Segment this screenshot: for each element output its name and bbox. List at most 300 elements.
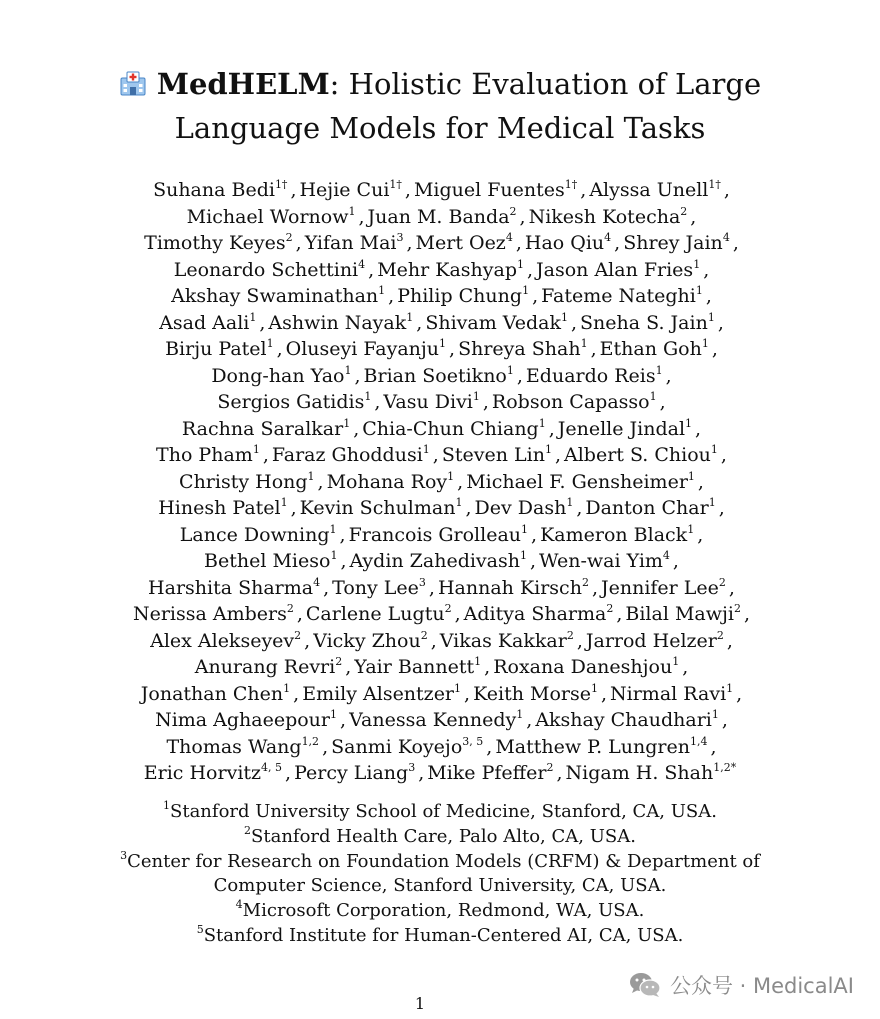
separator: ,: [695, 417, 702, 440]
author-name: Sneha S. Jain: [580, 311, 708, 334]
separator: ,: [406, 232, 413, 254]
author-name: Bilal Mawji: [625, 603, 734, 625]
separator: ,: [353, 417, 360, 440]
author-affiliation-marker: 1: [330, 708, 338, 721]
author-name: Lance Downing: [179, 523, 330, 546]
separator: ,: [529, 550, 537, 572]
author-affiliation-marker: 4: [604, 231, 612, 244]
author-affiliation-marker: 2: [420, 628, 428, 642]
paper-title: [0, 62, 880, 150]
watermark: [628, 970, 854, 1000]
author-affiliation-marker: 1: [283, 681, 291, 695]
author-affiliation-marker: 3: [408, 761, 416, 774]
affiliation-text: Computer Science, Stanford University, CA, USA.: [213, 875, 667, 897]
separator: ,: [703, 258, 710, 281]
author-name: Vasu Divi: [383, 391, 473, 413]
author: [332, 577, 426, 599]
author-name: Fateme Nateghi: [541, 285, 696, 307]
author-affiliation-marker: 1: [406, 310, 414, 324]
author-name: Nerissa Ambers: [132, 603, 287, 625]
affiliation: [0, 924, 880, 949]
affiliation: [0, 899, 880, 924]
author: [540, 524, 694, 546]
author: [166, 736, 319, 758]
author-name: Emily Alsentzer: [302, 682, 455, 705]
author-name: Hannah Kirsch: [437, 576, 582, 599]
page-number: 1: [414, 994, 426, 1013]
author-name: Leonardo Schettini: [173, 258, 359, 281]
author: [397, 285, 529, 307]
separator: ,: [718, 497, 725, 519]
author-affiliation-marker: 1: [560, 310, 568, 324]
author: [306, 603, 452, 625]
author-affiliation-marker: 1: [687, 522, 695, 536]
author: [464, 603, 614, 625]
author: [182, 418, 350, 440]
author-name: Rachna Saralkar: [181, 417, 344, 440]
author: [566, 762, 737, 784]
author-line: [0, 760, 880, 787]
author: [425, 312, 568, 334]
author-name: Harshita Sharma: [148, 576, 314, 599]
author: [174, 259, 365, 281]
separator: ,: [726, 629, 733, 652]
author-name: Kevin Schulman: [299, 497, 456, 519]
author-affiliation-marker: 1†: [274, 178, 288, 191]
author: [440, 630, 574, 652]
author-affiliation-marker: 1†: [564, 178, 578, 191]
author-line: [0, 310, 880, 337]
author: [473, 683, 598, 705]
separator: ,: [548, 417, 555, 440]
author-affiliation-marker: 1: [344, 363, 352, 377]
separator: ,: [339, 523, 346, 546]
author-name: Brian Soetikno: [363, 364, 507, 387]
author: [495, 736, 707, 758]
separator: ,: [728, 576, 735, 599]
separator: ,: [526, 258, 534, 281]
author-name: Sergios Gatidis: [217, 391, 365, 413]
separator: ,: [276, 338, 283, 360]
author-affiliation-marker: 1: [280, 496, 288, 509]
title-line-1: [0, 62, 880, 106]
author: [159, 312, 256, 334]
author-name: Yair Bannett: [354, 656, 475, 678]
author-affiliation-marker: 1: [726, 681, 734, 695]
author-name: Oluseyi Fayanju: [285, 338, 440, 360]
author-affiliation-marker: 1: [522, 284, 530, 297]
author-name: Kameron Black: [540, 523, 688, 546]
author-name: Dong-han Yao: [211, 364, 345, 387]
author: [144, 232, 293, 254]
author-affiliation-marker: 1: [364, 390, 372, 403]
separator: ,: [682, 656, 689, 678]
separator: ,: [374, 391, 381, 413]
separator: ,: [570, 311, 578, 334]
author: [625, 603, 741, 625]
separator: ,: [732, 232, 739, 254]
separator: ,: [484, 656, 491, 678]
author-affiliation-marker: 2: [294, 628, 302, 642]
author-name: Miguel Fuentes: [413, 179, 565, 201]
author: [349, 524, 528, 546]
author: [133, 603, 294, 625]
author-name: Albert S. Chiou: [563, 444, 711, 466]
author-affiliation-marker: 1,2*: [713, 761, 737, 774]
author-affiliation-marker: 1: [701, 337, 709, 350]
author-affiliation-marker: 1: [519, 549, 527, 562]
separator: ,: [404, 179, 411, 201]
author-list: [0, 177, 880, 787]
author-affiliation-marker: 3, 5: [462, 734, 484, 748]
author: [427, 762, 553, 784]
author-name: Anurang Revri: [194, 656, 336, 678]
author: [331, 736, 483, 758]
author-affiliation-marker: 2: [606, 602, 614, 615]
author-affiliation-marker: 1,4: [689, 734, 708, 748]
title-brand: MedHELM: [156, 67, 330, 101]
affiliation-text: Stanford Institute for Human-Centered AI, CA, USA.: [203, 924, 684, 946]
author: [458, 338, 588, 360]
author-name: Alyssa Unell: [589, 179, 709, 201]
separator: ,: [515, 232, 522, 254]
separator: ,: [690, 205, 697, 228]
author-name: Ashwin Nayak: [268, 311, 407, 334]
author: [535, 709, 719, 731]
author-affiliation-marker: 1: [348, 204, 356, 218]
author: [300, 497, 463, 519]
author-name: Tony Lee: [332, 576, 419, 599]
author-affiliation-marker: 1: [454, 681, 462, 695]
separator: ,: [296, 603, 303, 625]
author-affiliation-marker: 1: [708, 496, 716, 509]
author-name: Michael F. Gensheimer: [466, 470, 688, 493]
separator: ,: [697, 523, 704, 546]
author-line: [0, 601, 880, 628]
author-affiliation-marker: 1: [590, 681, 598, 695]
author-affiliation-marker: 2: [509, 204, 517, 218]
separator: ,: [576, 497, 583, 519]
author-name: Percy Liang: [294, 762, 409, 784]
separator: ,: [720, 444, 727, 466]
separator: ,: [531, 523, 538, 546]
author: [313, 630, 428, 652]
author: [623, 232, 730, 254]
author-name: Francois Grolleau: [348, 523, 522, 546]
affiliation: [0, 825, 880, 850]
author: [195, 656, 343, 678]
author: [158, 497, 287, 519]
author: [558, 418, 692, 440]
author-name: Akshay Chaudhari: [535, 709, 712, 731]
author-name: Eric Horvitz: [143, 762, 262, 784]
separator: ,: [532, 285, 539, 307]
separator: ,: [368, 258, 375, 281]
separator: ,: [591, 576, 598, 599]
separator: ,: [358, 205, 365, 228]
author-name: Hejie Cui: [299, 179, 390, 201]
wechat-icon: [628, 971, 662, 999]
separator: ,: [457, 470, 464, 493]
author-name: Shreya Shah: [458, 338, 581, 360]
author-name: Mohana Roy: [326, 470, 448, 493]
author-name: Aydin Zahedivash: [349, 550, 520, 572]
separator: ,: [600, 682, 608, 705]
author-line: [0, 177, 880, 204]
watermark-text: 公众号 · MedicalAI: [669, 974, 854, 998]
author-line: [0, 628, 880, 655]
author-affiliation-marker: 1: [252, 443, 260, 456]
author-name: Ethan Goh: [599, 338, 702, 360]
separator: ,: [711, 338, 718, 360]
author-name: Sanmi Koyejo: [331, 735, 463, 758]
author-name: Roxana Daneshjou: [493, 656, 673, 678]
author-name: Timothy Keyes: [144, 232, 286, 254]
author-name: Jonathan Chen: [140, 682, 284, 705]
title-rest: : Holistic Evaluation of Large: [329, 67, 762, 101]
separator: ,: [345, 656, 352, 678]
separator: ,: [432, 444, 439, 466]
author: [536, 259, 700, 281]
separator: ,: [262, 444, 269, 466]
separator: ,: [290, 497, 297, 519]
author-name: Aditya Sharma: [463, 603, 607, 625]
separator: ,: [259, 311, 266, 334]
author: [294, 762, 415, 784]
author: [211, 365, 351, 387]
author-line: [0, 363, 880, 390]
author-affiliation-marker: 4: [358, 257, 366, 271]
author: [368, 206, 517, 228]
separator: ,: [554, 444, 561, 466]
author-line: [0, 416, 880, 443]
author-line: [0, 389, 880, 416]
author-affiliation-marker: 1: [672, 655, 680, 668]
author-name: Mehr Kashyap: [377, 258, 517, 281]
author: [349, 709, 523, 731]
author-name: Nikesh Kotecha: [528, 205, 681, 228]
author: [217, 391, 371, 413]
author: [493, 656, 679, 678]
author-affiliation-marker: 2: [680, 204, 688, 218]
author: [268, 312, 413, 334]
author: [299, 179, 401, 201]
author-affiliation-marker: 1: [266, 337, 274, 350]
author: [601, 577, 726, 599]
author: [492, 391, 657, 413]
author-affiliation-marker: 1: [422, 443, 430, 456]
author-affiliation-marker: 4: [313, 575, 321, 589]
separator: ,: [323, 576, 330, 599]
author-name: Tho Pham: [156, 444, 253, 466]
author-name: Philip Chung: [397, 285, 523, 307]
author-affiliation-marker: 1: [329, 522, 337, 536]
author: [302, 683, 461, 705]
author-name: Bethel Mieso: [204, 550, 331, 572]
author-line: [0, 707, 880, 734]
author-name: Carlene Lugtu: [305, 603, 445, 625]
author-name: Alex Alekseyev: [150, 629, 295, 652]
author: [466, 471, 695, 493]
separator: ,: [388, 285, 395, 307]
author-affiliation-marker: 4: [722, 231, 730, 244]
separator: ,: [616, 603, 623, 625]
author: [416, 232, 513, 254]
author-line: [0, 681, 880, 708]
author-name: Jason Alan Fries: [536, 258, 694, 281]
author-name: Nirmal Ravi: [610, 682, 727, 705]
author-name: Yifan Mai: [304, 232, 397, 254]
author-affiliation-marker: 4: [505, 231, 513, 244]
author-line: [0, 230, 880, 257]
author-line: [0, 495, 880, 522]
author-name: Birju Patel: [165, 338, 267, 360]
author-name: Shivam Vedak: [425, 311, 561, 334]
author: [187, 206, 356, 228]
author-affiliation-marker: 4: [662, 549, 670, 562]
author: [354, 656, 481, 678]
author: [525, 232, 611, 254]
author-line: [0, 336, 880, 363]
author-affiliation-marker: 2: [285, 231, 293, 244]
separator: ,: [576, 629, 583, 652]
author: [141, 683, 290, 705]
author-name: Jennifer Lee: [600, 576, 719, 599]
author: [377, 259, 524, 281]
author-affiliation-marker: 1†: [708, 178, 721, 191]
separator: ,: [418, 762, 425, 784]
author-affiliation-marker: 2: [581, 575, 589, 589]
separator: ,: [659, 391, 666, 413]
author-name: Dev Dash: [474, 497, 567, 519]
affiliation-marker: 5: [196, 922, 204, 936]
author: [539, 550, 670, 572]
affiliation-marker: 1: [163, 799, 171, 812]
separator: ,: [697, 470, 704, 493]
author: [272, 444, 430, 466]
author-name: Jarrod Helzer: [585, 629, 717, 652]
author-affiliation-marker: 1: [521, 522, 529, 536]
author-line: [0, 734, 880, 761]
separator: ,: [516, 364, 523, 387]
author-line: [0, 257, 880, 284]
author-affiliation-marker: 1: [474, 655, 482, 668]
author-affiliation-marker: 4, 5: [261, 761, 283, 774]
author-name: Wen-wai Yim: [539, 550, 663, 572]
author-name: Hao Qiu: [524, 232, 605, 254]
affiliation: [0, 850, 880, 875]
separator: ,: [449, 338, 456, 360]
author-affiliation-marker: 1: [472, 390, 480, 403]
author-line: [0, 654, 880, 681]
author-affiliation-marker: 1: [685, 416, 693, 430]
separator: ,: [454, 603, 461, 625]
author-name: Chia-Chun Chiang: [362, 417, 539, 440]
author: [286, 338, 446, 360]
author-affiliation-marker: 1: [378, 284, 386, 297]
author-affiliation-marker: 2: [566, 628, 574, 642]
author: [144, 762, 282, 784]
author: [610, 683, 733, 705]
author-name: Jenelle Jindal: [557, 417, 686, 440]
separator: ,: [614, 232, 621, 254]
affiliation-text: Center for Research on Foundation Models (CRFM) & Department of: [127, 850, 760, 872]
author-affiliation-marker: 1: [655, 363, 663, 377]
author-affiliation-marker: 2: [718, 575, 726, 589]
author-name: Akshay Swaminathan: [171, 285, 379, 307]
author-affiliation-marker: 1: [439, 337, 447, 350]
author-name: Michael Wornow: [186, 205, 349, 228]
author: [475, 497, 574, 519]
author-affiliation-marker: 1: [343, 416, 351, 430]
author-affiliation-marker: 2: [335, 655, 343, 668]
author: [179, 471, 315, 493]
separator: ,: [285, 762, 292, 784]
separator: ,: [736, 682, 743, 705]
author-name: Mert Oez: [415, 232, 506, 254]
author-affiliation-marker: 1: [455, 496, 463, 509]
separator: ,: [293, 682, 300, 705]
author: [585, 497, 715, 519]
author-name: Eduardo Reis: [525, 364, 656, 387]
separator: ,: [354, 364, 361, 387]
separator: ,: [465, 497, 472, 519]
separator: ,: [723, 179, 730, 201]
author: [589, 179, 721, 201]
author-name: Hinesh Patel: [158, 497, 281, 519]
author-name: Juan M. Banda: [367, 205, 510, 228]
affiliation-marker: 3: [120, 848, 128, 862]
author-affiliation-marker: 1: [695, 284, 703, 297]
separator: ,: [317, 470, 324, 493]
author: [305, 232, 404, 254]
author: [526, 365, 663, 387]
separator: ,: [340, 709, 347, 731]
author-line: [0, 522, 880, 549]
author-name: Faraz Ghoddusi: [271, 444, 423, 466]
author-name: Steven Lin: [441, 444, 545, 466]
author-line: [0, 575, 880, 602]
author-line: [0, 283, 880, 310]
separator: ,: [717, 311, 724, 334]
author: [438, 577, 589, 599]
separator: ,: [486, 735, 493, 758]
author-affiliation-marker: 1: [307, 469, 315, 483]
author: [155, 709, 337, 731]
separator: ,: [482, 391, 489, 413]
separator: ,: [340, 550, 347, 572]
author-line: [0, 469, 880, 496]
author-line: [0, 204, 880, 231]
affiliation-list: [0, 800, 880, 949]
author-name: Christy Hong: [179, 470, 308, 493]
separator: ,: [428, 576, 435, 599]
author-affiliation-marker: 2: [716, 628, 724, 642]
author-affiliation-marker: 1: [506, 363, 514, 377]
author-affiliation-marker: 1: [544, 443, 552, 456]
separator: ,: [430, 629, 437, 652]
author: [362, 418, 545, 440]
separator: ,: [295, 232, 302, 254]
author-name: Matthew P. Lungren: [495, 735, 690, 758]
author-name: Mike Pfeffer: [427, 762, 547, 784]
author: [171, 285, 385, 307]
title-line-2: Language Models for Medical Tasks: [174, 111, 706, 145]
separator: ,: [665, 364, 672, 387]
author-name: Vanessa Kennedy: [349, 709, 517, 731]
author: [148, 577, 320, 599]
separator: ,: [322, 735, 329, 758]
